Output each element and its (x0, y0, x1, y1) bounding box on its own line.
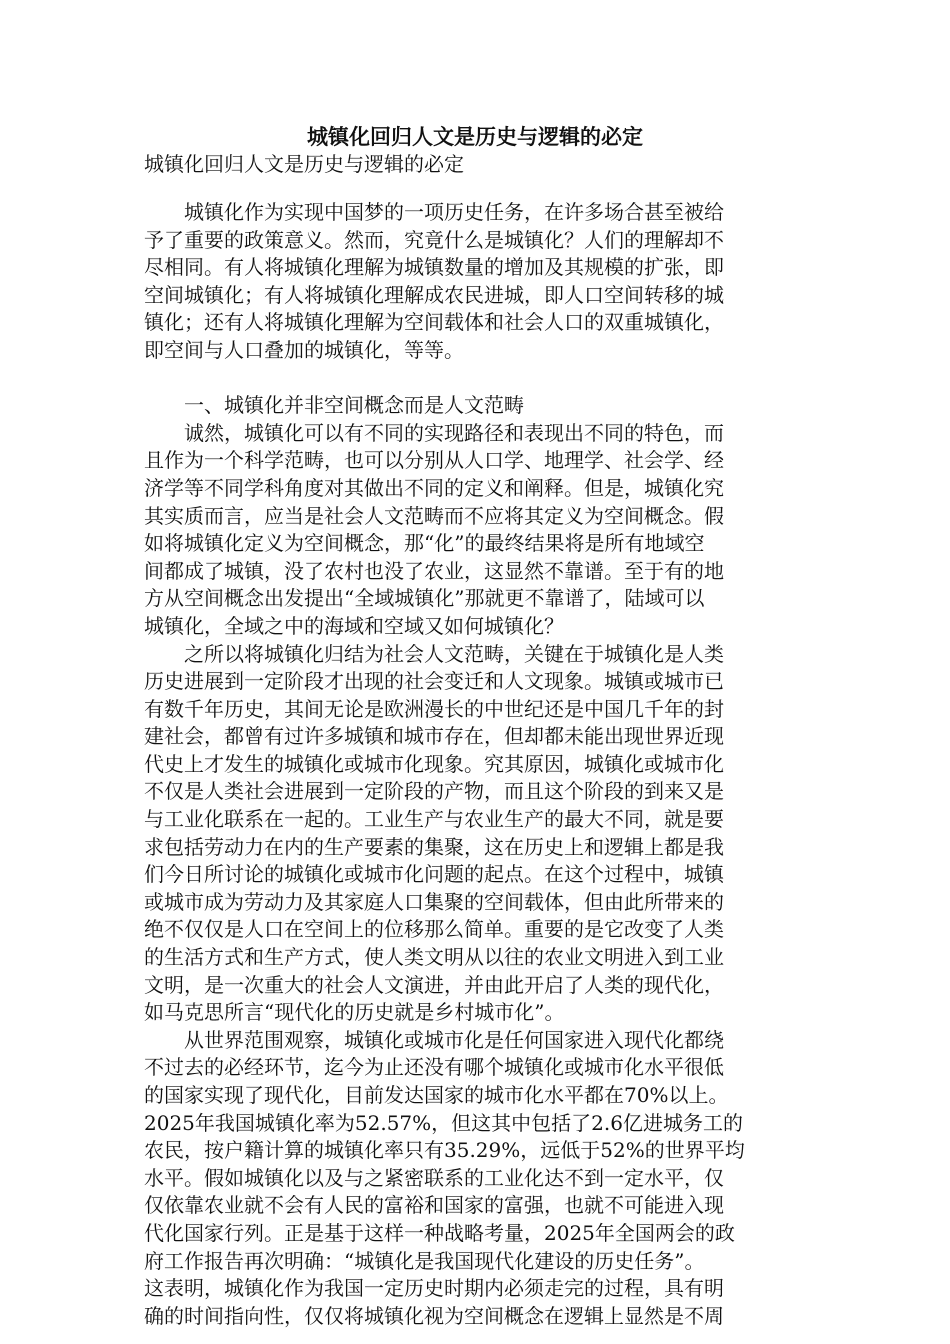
body-text-line: 这表明，城镇化作为我国一定历史时期内必须走完的过程，具有明 (144, 1276, 724, 1301)
document-title: 城镇化回归人文是历史与逻辑的必定 (307, 124, 643, 149)
body-text-line: 间都成了城镇，没了农村也没了农业，这显然不靠谱。至于有的地 (144, 558, 724, 583)
body-text-line: 镇化；还有人将城镇化理解为空间载体和社会人口的双重城镇化， (144, 310, 724, 335)
body-text-line: 们今日所讨论的城镇化或城市化问题的起点。在这个过程中，城镇 (144, 862, 724, 887)
body-text-line: 方从空间概念出发提出“全域城镇化”那就更不靠谱了，陆域可以 (144, 586, 705, 611)
body-text-line: 即空间与人口叠加的城镇化，等等。 (144, 337, 464, 362)
body-text-line: 一、城镇化并非空间概念而是人文范畴 (144, 393, 524, 418)
body-text-line: 农民，按户籍计算的城镇化率只有35.29%，远低于52%的世界平均 (144, 1138, 745, 1163)
body-text-line: 2025年我国城镇化率为52.57%，但这其中包括了2.6亿进城务工的 (144, 1110, 743, 1135)
body-text-line: 有数千年历史，其间无论是欧洲漫长的中世纪还是中国几千年的封 (144, 696, 724, 721)
body-text-line: 确的时间指向性，仅仅将城镇化视为空间概念在逻辑上显然是不周 (144, 1303, 724, 1328)
body-text-line: 如将城镇化定义为空间概念，那“化”的最终结果将是所有地域空 (144, 531, 705, 556)
body-text-line: 济学等不同学科角度对其做出不同的定义和阐释。但是，城镇化究 (144, 475, 724, 500)
blank-line (144, 365, 804, 393)
body-text-line: 历史进展到一定阶段才出现的社会变迁和人文现象。城镇或城市已 (144, 669, 724, 694)
body-text-line: 文明，是一次重大的社会人文演进，并由此开启了人类的现代化， (144, 972, 724, 997)
body-text-line: 府工作报告再次明确：“城镇化是我国现代化建设的历史任务”。 (144, 1248, 705, 1273)
body-text-line: 不仅是人类社会进展到一定阶段的产物，而且这个阶段的到来又是 (144, 779, 724, 804)
body-text-line: 之所以将城镇化归结为社会人文范畴，关键在于城镇化是人类 (144, 641, 724, 666)
body-text-line: 建社会，都曾有过许多城镇和城市存在，但却都未能出现世界近现 (144, 724, 724, 749)
body-text-line: 从世界范围观察，城镇化或城市化是任何国家进入现代化都绕 (144, 1027, 724, 1052)
body-text-line: 空间城镇化；有人将城镇化理解成农民进城，即人口空间转移的城 (144, 282, 724, 307)
body-text-line: 如马克思所言“现代化的历史就是乡村城市化”。 (144, 1000, 565, 1025)
body-text-line: 且作为一个科学范畴，也可以分别从人口学、地理学、社会学、经 (144, 448, 724, 473)
body-text-line: 予了重要的政策意义。然而，究竟什么是城镇化？人们的理解却不 (144, 227, 724, 252)
body-text-line: 求包括劳动力在内的生产要素的集聚，这在历史上和逻辑上都是我 (144, 834, 724, 859)
body-text-line: 代史上才发生的城镇化或城市化现象。究其原因，城镇化或城市化 (144, 751, 724, 776)
body-text-line: 的生活方式和生产方式，使人类文明从以往的农业文明进入到工业 (144, 945, 724, 970)
body-text-line: 仅依靠农业就不会有人民的富裕和国家的富强，也就不可能进入现 (144, 1193, 724, 1218)
body-text-line: 尽相同。有人将城镇化理解为城镇数量的增加及其规模的扩张，即 (144, 255, 724, 280)
body-text-line: 诚然，城镇化可以有不同的实现路径和表现出不同的特色，而 (144, 420, 724, 445)
document-body (144, 199, 804, 1330)
body-text-line: 水平。假如城镇化以及与之紧密联系的工业化达不到一定水平，仅 (144, 1165, 724, 1190)
body-text-line: 的国家实现了现代化，目前发达国家的城市化水平都在70%以上。 (144, 1083, 729, 1107)
body-text-line: 不过去的必经环节，迄今为止还没有哪个城镇化或城市化水平很低 (144, 1055, 724, 1080)
document-subtitle: 城镇化回归人文是历史与逻辑的必定 (144, 152, 464, 176)
body-text-line: 城镇化作为实现中国梦的一项历史任务，在许多场合甚至被给 (144, 200, 724, 224)
body-text-line: 绝不仅仅是人口在空间上的位移那么简单。重要的是它改变了人类 (144, 917, 724, 942)
body-text-line: 与工业化联系在一起的。工业生产与农业生产的最大不同，就是要 (144, 807, 724, 832)
body-text-line: 城镇化，全域之中的海域和空域又如何城镇化？ (144, 613, 564, 638)
body-text-line: 或城市成为劳动力及其家庭人口集聚的空间载体，但由此所带来的 (144, 889, 724, 914)
body-text-line: 其实质而言，应当是社会人文范畴而不应将其定义为空间概念。假 (144, 503, 724, 528)
body-text-line: 代化国家行列。正是基于这样一种战略考量，2025年全国两会的政 (144, 1220, 735, 1245)
